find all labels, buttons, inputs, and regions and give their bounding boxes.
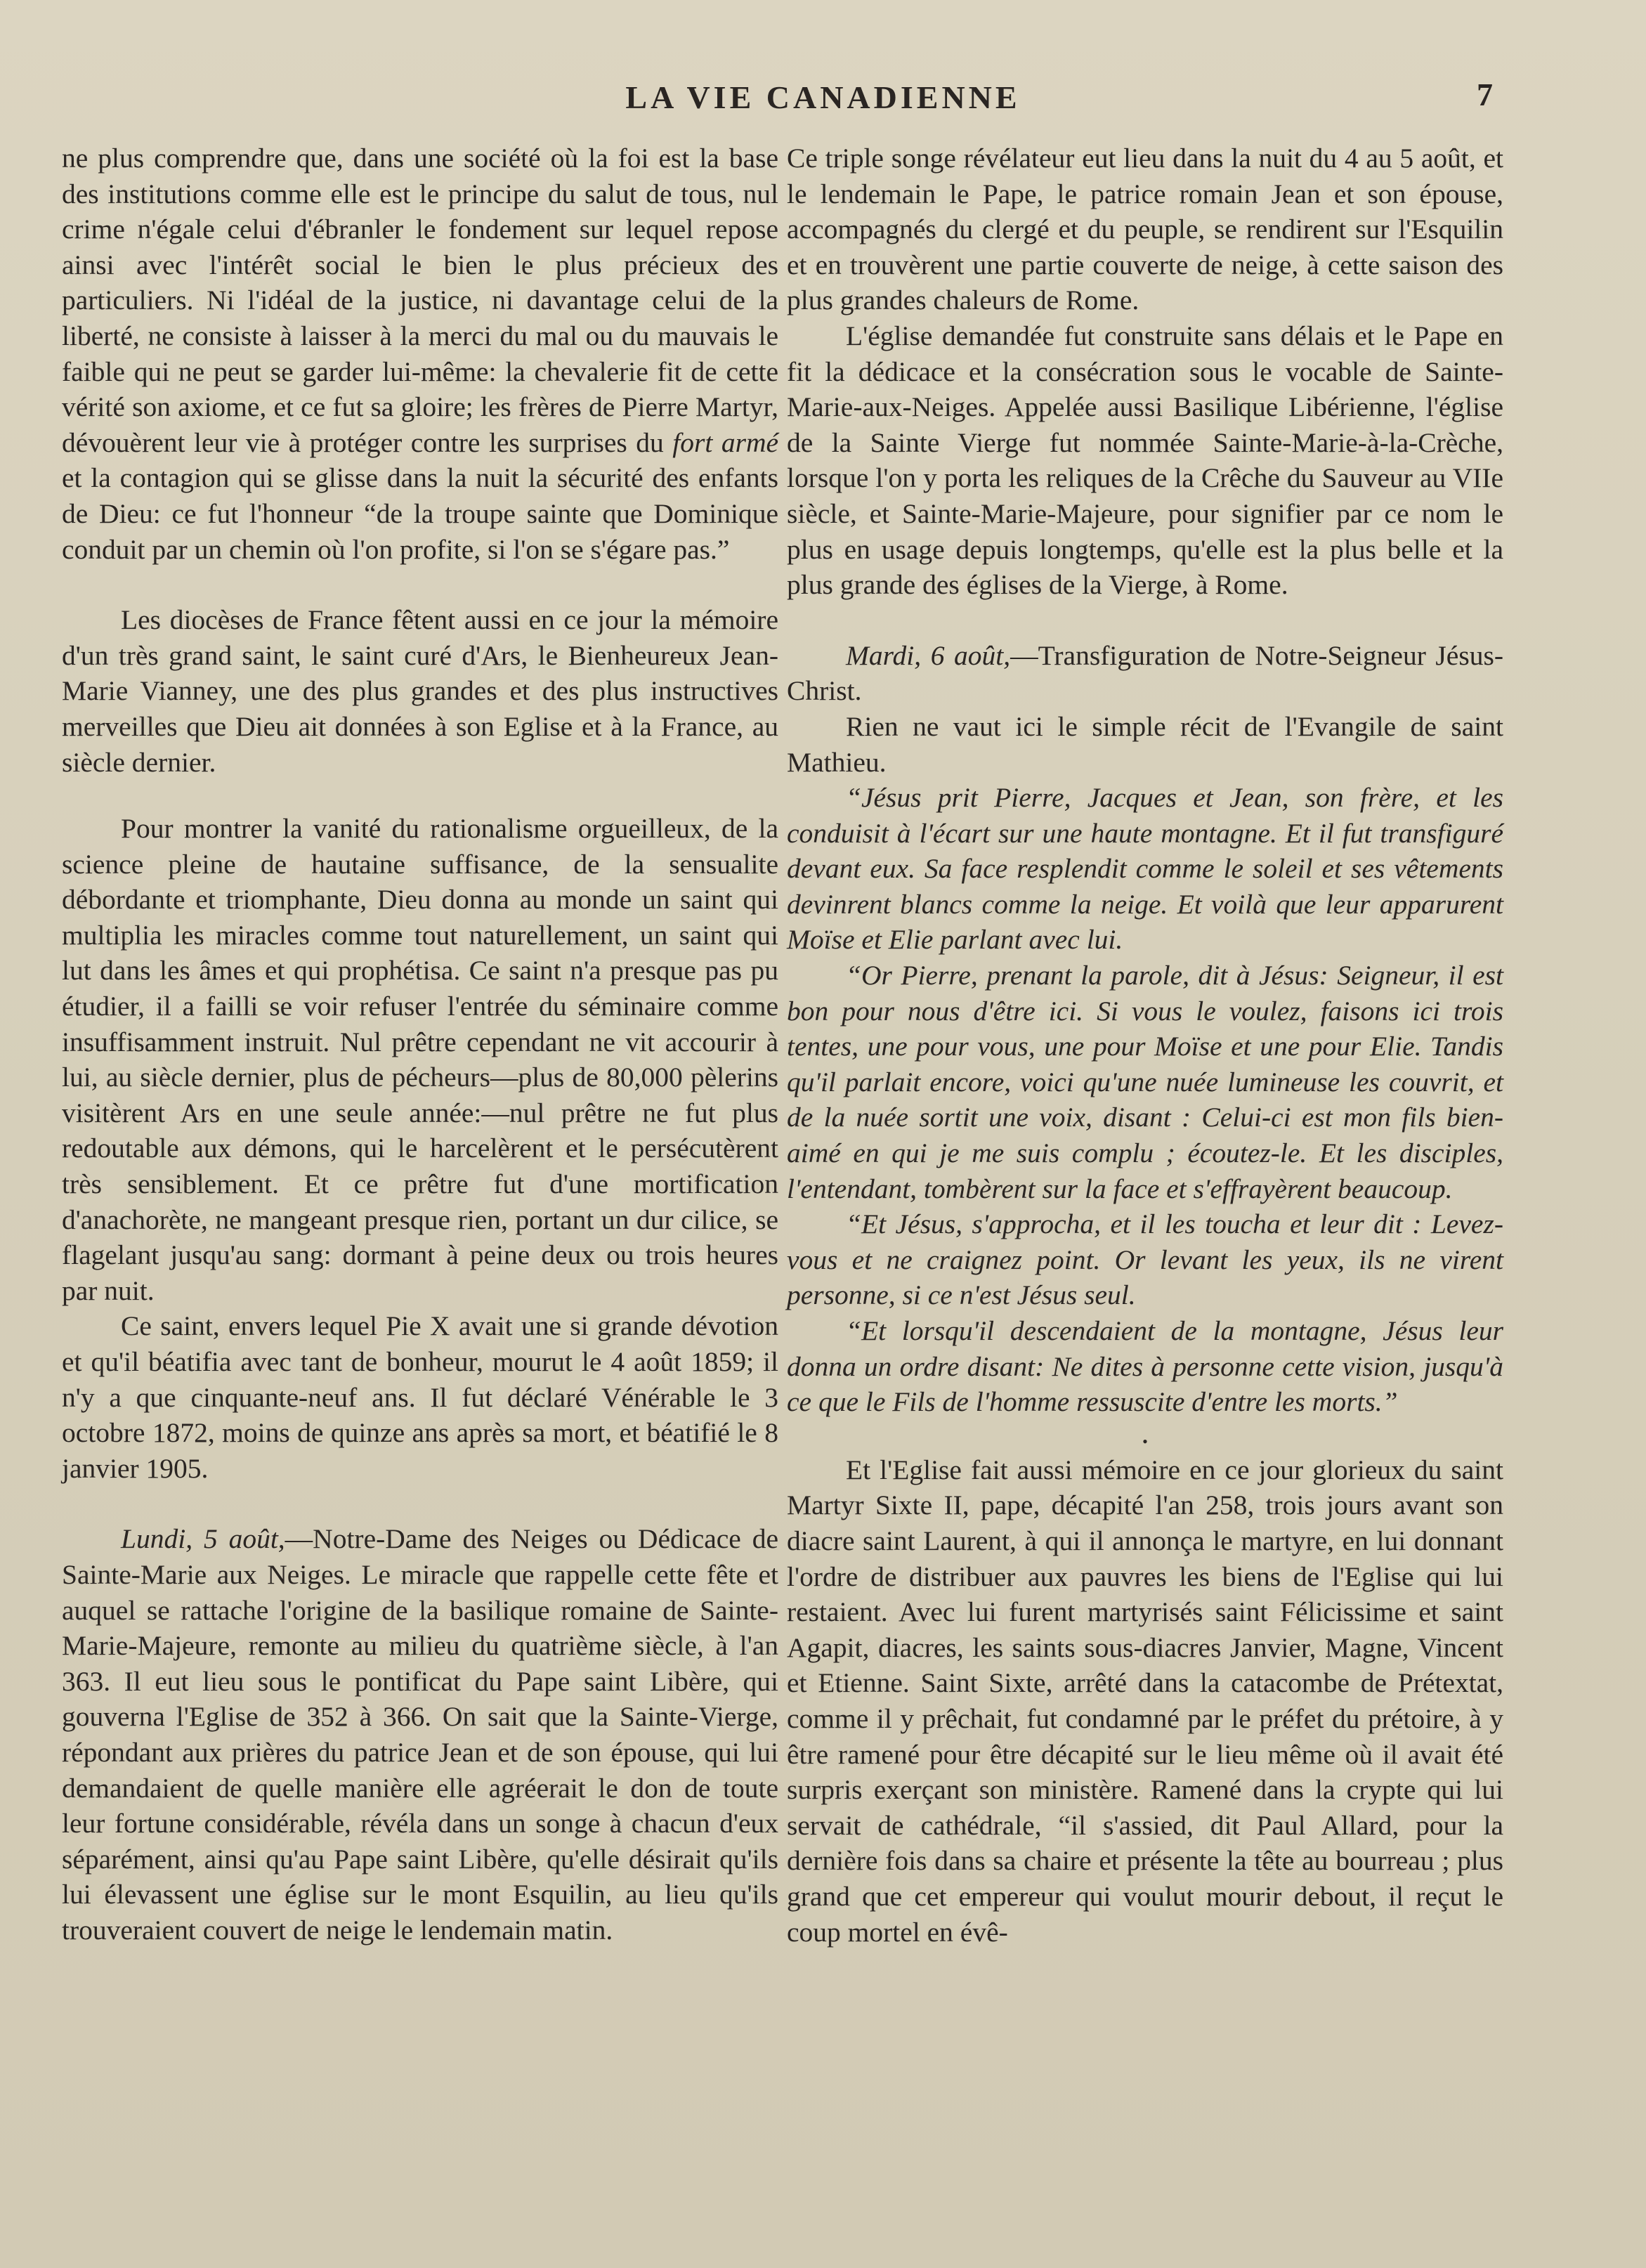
paragraph-triple-songe: Ce triple songe révélateur eut lieu dans la nuit du 4 au 5 août, et le lendemain le Pape, le patrice romain Jean et son épouse, accompagnés du clergé et du peuple, se rendirent sur l'Esquilin et en trouvèrent une partie couverte de neige, à cette saison des plus grandes chaleurs de Rome. — [787, 143, 1503, 316]
paragraph-text: —Transfiguration de Notre-Seigneur Jésus-Christ. — [787, 639, 1503, 707]
paragraph-eglise-dedicace: L'église demandée fut construite sans délais et le Pape en fit la dédicace et la consécration sous le vocable de Sainte-Marie-aux-Neiges. Appelée aussi Basilique Libérienne, l'église de la Sainte Vierge fut nommée Sainte-Marie-à-la-Crèche, lorsque l'on y porta les reliques de la Crêche du Sauveur au VIIe siècle, et Sainte-Marie-Majeure, pour signifier par ce nom le plus en usage depuis longtemps, qu'elle est la plus belle et la plus grande des églises de la Vierge, à Rome. — [787, 320, 1503, 601]
section-ornament: • — [1142, 1432, 1148, 1450]
page-number: 7 — [1477, 77, 1493, 112]
gospel-quote: “Et lorsqu'il descendaient de la montagne, Jésus leur donna un ordre disant: Ne dites à personne cette vision, jusqu'à ce que le Fils de l'homme ressuscite d'entre les morts.” — [787, 1315, 1503, 1418]
gospel-quote: “Or Pierre, prenant la parole, dit à Jésus: Seigneur, il est bon pour nous d'être ici. Si vous le voulez, faisons ici trois tentes, une pour vous, une pour Moïse et une pour Elie. Tandis qu'il parlait encore, voici qu'une nuée lumineuse les couvrit, et de la nuée sortit une voix, disant : Celui-ci est mon fils bien-aimé en qui je me suis complu ; écoutez-le. Et les disciples, l'entendant, tombèrent sur la face et s'effrayèrent beaucoup. — [787, 960, 1503, 1204]
gospel-quote: “Jésus prit Pierre, Jacques et Jean, son frère, et les conduisit à l'écart sur une haute montagne. Et il fut transfiguré devant eux. Sa face resplendit comme le soleil et ses vêtements devinrent blancs comme la neige. Et voilà que leur apparurent Moïse et Elie parlant avec lui. — [787, 782, 1503, 956]
left-column — [62, 141, 778, 1948]
page-title: LA VIE CANADIENNE — [625, 79, 1021, 115]
dateline: Mardi, 6 août, — [846, 639, 1011, 671]
paragraph-cure-ars-beatification: Ce saint, envers lequel Pie X avait une si grande dévotion et qu'il béatifia avec tant de bonheur, mourut le 4 août 1859; il n'y a que cinquante-neuf ans. Il fut déclaré Vénérable le 3 octobre 1872, moins de quinze ans après sa mort, et béatifié le 8 janvier 1905. — [62, 1310, 778, 1484]
emphasis-text: fort armé — [672, 426, 778, 458]
paragraph-transfiguration — [787, 638, 1503, 709]
dateline: Lundi, 5 août, — [121, 1523, 285, 1555]
paragraph-notre-dame-des-neiges — [62, 1521, 778, 1948]
paragraph-text: —Notre-Dame des Neiges ou Dédicace de Sainte-Marie aux Neiges. Le miracle que rappelle cette fête et auquel se rattache l'origine de la basilique romaine de Sainte-Marie-Majeure, remonte au milieu du quatrième siècle, à l'an 363. Il eut lieu sous le pontificat du Pape saint Libère, qui gouverna l'Eglise de 352 à 366. On sait que la Sainte-Vierge, répondant aux prières du patrice Jean et de son épouse, qui lui demandaient de quelle manière elle agréerait le don de toute leur fortune considérable, révéla dans un songe à chacun d'eux séparément, ainsi qu'au Pape saint Libère, qu'elle désirait qu'ils lui élevassent une église sur le mont Esquilin, au lieu qu'ils trouveraient couvert de neige le lendemain matin. — [62, 1523, 778, 1946]
right-column — [787, 141, 1503, 1950]
paragraph-saint-sixte: Et l'Eglise fait aussi mémoire en ce jour glorieux du saint Martyr Sixte II, pape, décapité l'an 258, trois jours avant son diacre saint Laurent, à qui il annonça le martyre, en lui donnant l'ordre de distribuer aux pauvres les biens de l'Eglise qui lui restaient. Avec lui furent martyrisés saint Félicissime et saint Agapit, diacres, les saints sous-diacres Janvier, Magne, Vincent et Etienne. Saint Sixte, arrêté dans la catacombe de Prétextat, comme il y prêchait, fut condamné par le préfet du prétoire, à y être ramené pour être décapité sur le lieu même où il avait été surpris exerçant son ministère. Ramené dans la crypte qui lui servait de cathédrale, “il s'assied, dit Paul Allard, pour la dernière fois dans sa chaire et présente la tête au bourreau ; plus grand que cet empereur qui voulut mourir debout, il reçut le coup mortel en évê- — [787, 1454, 1503, 1948]
paragraph-cure-ars-miracles: Pour montrer la vanité du rationalisme orgueilleux, de la science pleine de hautaine suffisance, de la sensualite débordante et triomphante, Dieu donna au monde un saint qui multiplia les miracles comme tout naturellement, un saint qui lut dans les âmes et qui prophétisa. Ce saint n'a presque pas pu étudier, il a failli se voir refuser l'entrée du séminaire comme insuffisamment instruit. Nul prêtre cependant ne vit accourir à lui, au siècle dernier, plus de pécheurs—plus de 80,000 pèlerins visitèrent Ars en une seule année:—nul prêtre ne fut plus redoutable aux démons, qui le harcelèrent et le persécutèrent très sensiblement. Et ce prêtre fut d'une mortification d'anachorète, ne mangeant presque rien, portant un dur cilice, se flagelant jusqu'au sang: dormant à peine deux ou trois heures par nuit. — [62, 813, 778, 1306]
paragraph-inquisition-continued — [62, 141, 778, 567]
paragraph-text: ne plus comprendre que, dans une société où la foi est la base des institutions comme elle est le principe du salut de tous, nul crime n'égale celui d'ébranler le fondement sur lequel repose ainsi avec l'intérêt social le bien le plus précieux des particuliers. Ni l'idéal de la justice, ni davantage celui de la liberté, ne consiste à laisser à la merci du mal ou du mauvais le faible qui ne peut se garder lui-même: la chevalerie fit de cette vérité son axiome, et ce fut sa gloire; les frères de Pierre Martyr, dévouèrent leur vie à protéger contre les surprises du — [62, 143, 778, 458]
gospel-quote: “Et Jésus, s'approcha, et il les toucha et leur dit : Levez-vous et ne craignez point. Or levant les yeux, ils ne virent personne, si ce n'est Jésus seul. — [787, 1208, 1503, 1311]
running-head — [0, 79, 1646, 128]
paragraph-evangile-intro: Rien ne vaut ici le simple récit de l'Evangile de saint Mathieu. — [787, 710, 1503, 778]
paragraph-text: et la contagion qui se glisse dans la nuit la sécurité des enfants de Dieu: ce fut l'honneur “de la troupe sainte que Dominique conduit par un chemin où l'on profite, si l'on se s'égare pas.” — [62, 462, 778, 565]
paragraph-cure-ars-intro: Les diocèses de France fêtent aussi en ce jour la mémoire d'un très grand saint, le saint curé d'Ars, le Bienheureux Jean-Marie Vianney, une des plus grandes et des plus instructives merveilles que Dieu ait données à son Eglise et à la France, au siècle dernier. — [62, 604, 778, 778]
